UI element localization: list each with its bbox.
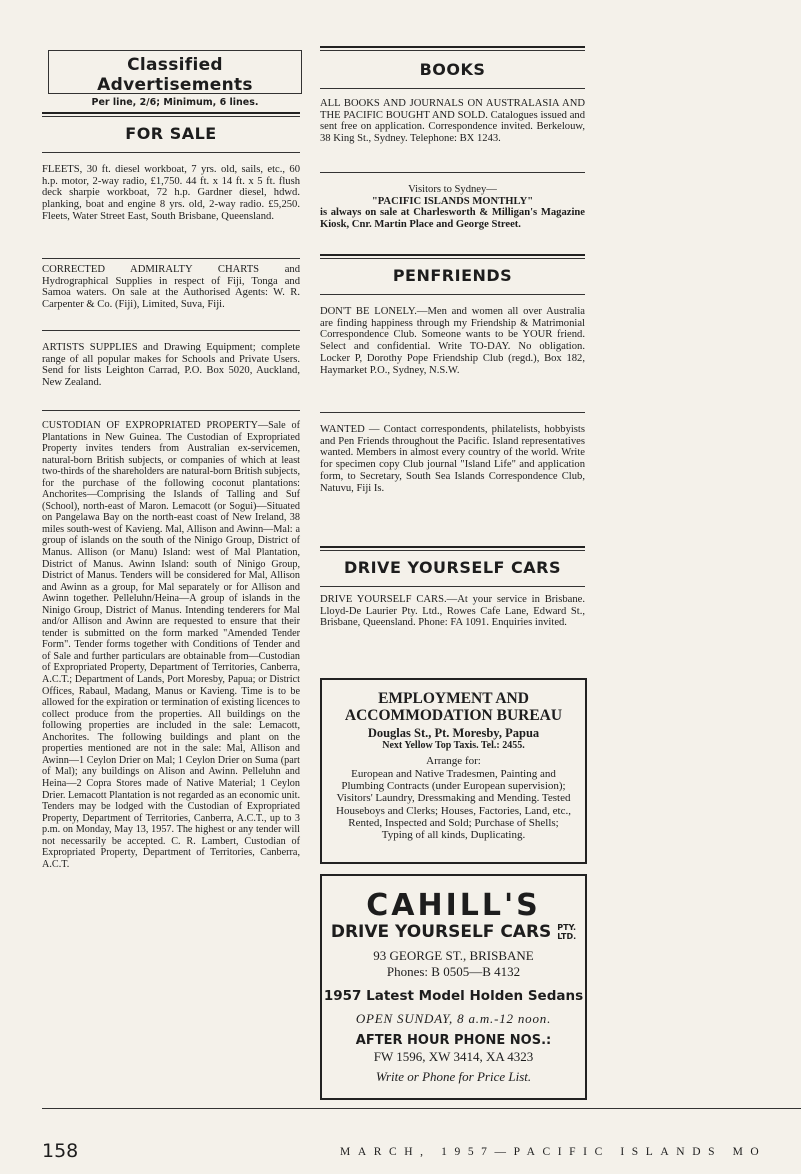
page-number: 158	[42, 1140, 79, 1162]
classified-title: Classified Advertisements	[97, 55, 253, 95]
cahills-drive-line: DRIVE YOURSELF CARS PTY. LTD.	[330, 922, 577, 942]
bureau-address: Douglas St., Pt. Moresby, Papua	[367, 726, 540, 740]
ad-dont-be-lonely: DON'T BE LONELY.—Men and women all over Australia are finding happiness through my Friendship & Matrimonial Correspondence Club. Someone wants to be YOUR friend. Select and confidential. Write TO-DAY. No obligation. Locker P, Dorothy Pope Friendship Club (regd.), Box 182, Haymarket P.O., Sydney, N.S.W.	[320, 306, 585, 376]
cahills-after-hours: AFTER HOUR PHONE NOS.:	[355, 1033, 552, 1048]
classified-header	[48, 50, 302, 108]
ad-fleets: FLEETS, 30 ft. diesel workboat, 7 yrs. old, sails, etc., 60 h.p. motor, 2-way radio, £1,750. 44 ft. x 14 ft. x 5 ft. flush deck sharpie workboat, 72 h.p. Gardner diesel, hdwd. planking, boat and engine 8 yrs. old, 2-way radio. £5,250. Fleets, Water Street East, South Brisbane, Queensland.	[42, 164, 300, 222]
cahills-address: 93 GEORGE ST., BRISBANE	[373, 948, 534, 963]
cahills-write: Write or Phone for Price List.	[375, 1069, 532, 1084]
drive-heading: DRIVE YOURSELF CARS	[344, 558, 561, 577]
ad-admiralty-charts: CORRECTED ADMIRALTY CHARTS and Hydrographical Supplies in respect of Fiji, Tonga and Samoa waters. On sale at the Authorised Agents: W. R. Carpenter & Co. (Fiji), Limited, Suva, Fiji.	[42, 264, 300, 311]
penfriends-heading: PENFRIENDS	[392, 266, 513, 285]
ad-lloyd-de-laurier: DRIVE YOURSELF CARS.—At your service in Brisbane. Lloyd-De Laurier Pty. Ltd., Rowes Cafe Lane, Edward St., Brisbane, Queensland. Phone: FA 1091. Enquiries invited.	[320, 594, 585, 629]
for-sale-heading: FOR SALE	[125, 124, 217, 143]
ad-artists-supplies: ARTISTS SUPPLIES and Drawing Equipment; complete range of all popular makes for Schools and Private Users. Send for lists Leighton Carrad, P.O. Box 5020, Auckland, New Zealand.	[42, 342, 300, 389]
ad-pen-friends-wanted: WANTED — Contact correspondents, philatelists, hobbyists and Pen Friends throughout the Pacific. Island representatives wanted. Members in almost every country of the world. Write for specimen copy Club journal "Island Life" and application form, to Secretary, South Sea Islands Correspondence Club, Natuvu, Fiji Is.	[320, 424, 585, 494]
bureau-body: European and Native Tradesmen, Painting and Plumbing Contracts (under European supervision); Visitors' Laundry, Dressmaking and Mending. Tested Houseboys and Clerks; Houses, Factories, Land, etc., Rented, Inspected and Sold; Purchase of Shells; Typing of all kinds, Duplicating.	[336, 768, 571, 842]
cahills-sedans: 1957 Latest Model Holden Sedans	[323, 988, 584, 1004]
classified-rates: Per line, 2/6; Minimum, 6 lines.	[91, 97, 259, 108]
bureau-box	[320, 678, 587, 864]
cahills-box	[320, 874, 587, 1100]
cahills-name: CAHILL'S	[366, 888, 541, 923]
ad-pim-visitors: Visitors to Sydney— "PACIFIC ISLANDS MONTHLY" is always on sale at Charlesworth & Milligan's Magazine Kiosk, Cnr. Martin Place and George Street.	[320, 184, 585, 231]
running-footer: MARCH, 1957—PACIFIC ISLANDS MO	[340, 1146, 767, 1158]
bureau-arrange: Arrange for:	[426, 755, 481, 767]
bureau-title: EMPLOYMENT AND ACCOMMODATION BUREAU	[344, 690, 563, 724]
ad-custodian: CUSTODIAN OF EXPROPRIATED PROPERTY—Sale of Plantations in New Guinea. The Custodian of Expropriated Property invites tenders from Australian ex-servicemen, natural-born British subjects, or companies of which at least two-thirds of the shareholders are natural-born British subjects, for the purchase of the following coconut plantations: Anchorites—Comprising the Islands of Talling and Suf (School), north-east of Maron. Lemacott (or Sogui)—Situated on Pangelawa Bay on the north-east coast of New Ireland, 38 miles south-west of Kavieng. Mal, Allison and Awinn—Mal: a group of islands on the south of the Ninigo Group, District of Manus. Allison (or Manu) Island: west of Mal Plantation, District of Manus. Awinn Island: south of Ninigo Group, District of Manus. Tenders will be considered for Mal, Allison and Awinn as a group, for Mal separately or for Allison and Awinn together. Pelleluhn/Heina—A group of islands in the Ninigo Group, District of Manus. Intending tenderers for Mal and/or Allison and Awinn are requested to ensure that their tender is submitted on the form marked "Amended Tender Form". Tender forms together with Conditions of Tender and of Sale and further particulars are obtainable from—Custodian of Expropriated Property, Department of Territories, Canberra, A.C.T.; Department of Lands, Port Moresby, Papua; or District Offices, Rabaul, Madang, Manus or Kavieng. Time is to be allowed for the expiration or termination of existing licences to collect produce from the properties. All buildings on the following properties are included in the sale: Lemacott, Anchorites. The following buildings and plant on the properties mentioned are not in the sale: Mal, Allison and Awinn—1 Ceylon Drier on Mal; 1 Ceylon Drier on Suma (part of Mal); any buildings on Alison and Awinn. Pelleluhn and Heina—2 Copra Stores made of Native Material; 1 Ceylon Drier. Lemacott Plantation is not regarded as an economic unit. Tenders may be lodged with the Custodian of Expropriated Property, Department of Territories, Canberra, A.C.T., up to 3 p.m. on Monday, May 13, 1957. The highest or any tender will not necessarily be accepted. C. R. Lambert, Custodian of Expropriated Property, Department of Territories, Canberra, A.C.T.	[42, 420, 301, 870]
cahills-phones: Phones: B 0505—B 4132	[386, 964, 521, 979]
cahills-sunday: OPEN SUNDAY, 8 a.m.-12 noon.	[355, 1011, 552, 1026]
ad-berkelouw: ALL BOOKS AND JOURNALS ON AUSTRALASIA AND THE PACIFIC BOUGHT AND SOLD. Catalogues issued and sent free on application. Correspondence invited. Berkelouw, 38 King St., Sydney. Telephone: BX 1243.	[320, 98, 585, 145]
cahills-after-numbers: FW 1596, XW 3414, XA 4323	[373, 1049, 534, 1064]
books-heading: BOOKS	[419, 60, 486, 79]
bureau-taxis: Next Yellow Top Taxis. Tel.: 2455.	[382, 740, 525, 751]
